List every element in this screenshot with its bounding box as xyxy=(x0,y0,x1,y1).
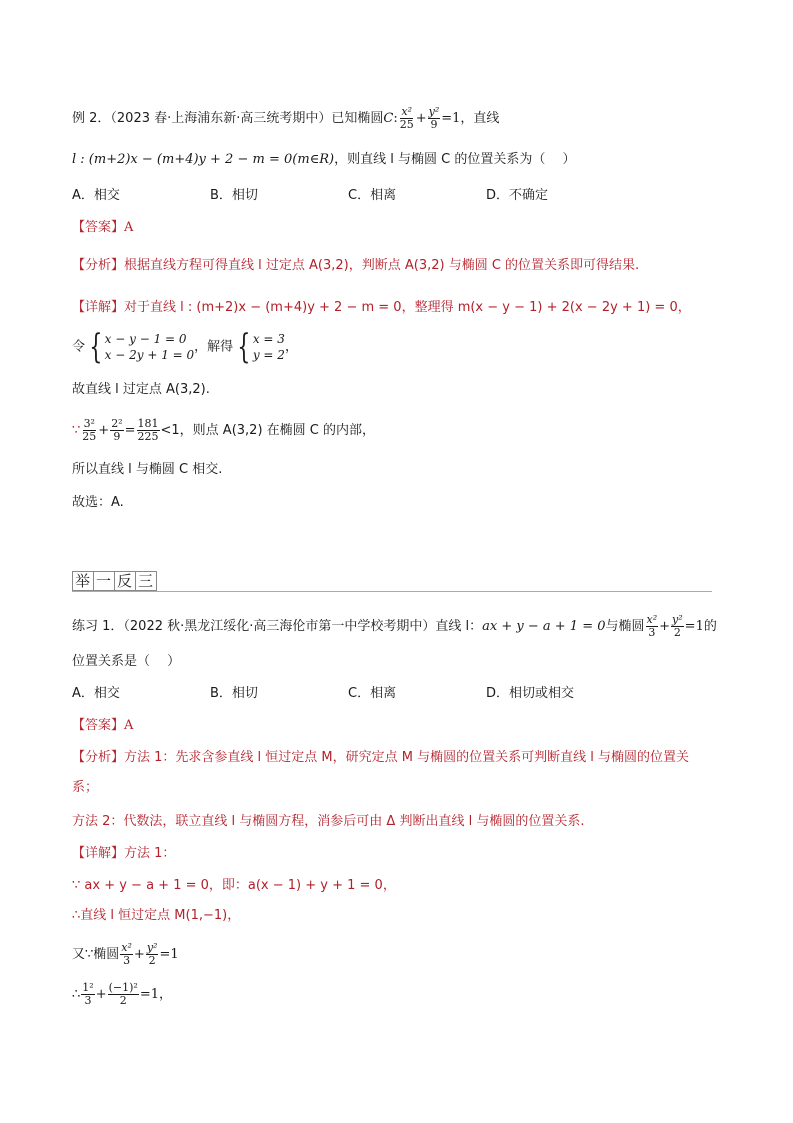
question-tail: ，则直线 l 与椭圆 C 的位置关系为（ ） xyxy=(334,152,576,167)
fraction: $\frac{\text{x²}}{25}$ xyxy=(399,105,414,131)
exercise-1-choices xyxy=(72,684,624,704)
exercise-1-analysis: 【分析】方法 1：先求含参直线 l 恒过定点 M，研究定点 M 与椭圆的位置关系可判断直线 l 与椭圆的位置关 xyxy=(72,750,690,765)
answer-label: 【答案】 xyxy=(72,220,125,235)
example-2-detail xyxy=(72,298,691,318)
example-2-system: 令 { x − y − 1 = 0 x − 2y + 1 = 0 ，解得 { x = 3 y = 2 ， xyxy=(72,327,298,367)
exercise-1-step2: ∴直线 l 恒过定点 M(1,−1)， xyxy=(72,908,241,923)
choice-d: D．相切或相交 xyxy=(486,686,575,701)
example-head: 例 2．（2023 春·上海浦东新·高三统考期中）已知椭圆 xyxy=(72,111,384,126)
choice-a: A．相交 xyxy=(72,686,120,701)
exercise-1-line2: 位置关系是（ ） xyxy=(72,654,181,669)
example-2-line-equation xyxy=(72,150,576,170)
choice-a: A．相交 xyxy=(72,188,120,203)
exercise-1-step4: ∴ $\frac{\text{1²}}{3}$ + $\frac{\text{(−1)²}}{2}$ =1， xyxy=(72,981,172,1007)
example-2-fixed-point: 故直线 l 过定点 A(3,2). xyxy=(72,382,210,397)
section-tag: 举 一 反 三 xyxy=(72,571,156,591)
choice-b: B．相切 xyxy=(210,686,258,701)
answer-value: A xyxy=(124,220,134,235)
ellipse-label: C xyxy=(383,111,394,126)
exercise-1-detail: 【详解】方法 1： xyxy=(72,846,176,861)
example-2-title: 例 2．（2023 春·上海浦东新·高三统考期中）已知椭圆C: $\frac{\text{x²}}{25}$ + $\frac{\text{y²}}{9}$ =1，直线 xyxy=(72,105,500,131)
analysis-text: 根据直线方程可得直线 l 过定点 A(3,2)，判断点 A(3,2) 与椭圆 C 的位置关系即可得结果. xyxy=(124,258,640,273)
exercise-1-answer: 【答案】A xyxy=(72,718,134,733)
section-divider xyxy=(72,591,712,592)
equation-system: { x − y − 1 = 0 x − 2y + 1 = 0 xyxy=(89,327,195,367)
exercise-1-step1: ∵ ax + y − a + 1 = 0，即：a(x − 1) + y + 1 = 0， xyxy=(72,878,396,893)
exercise-1-title: 练习 1．（2022 秋·黑龙江绥化·高三海伦市第一中学校考期中）直线 l：ax + y − a + 1 = 0与椭圆 $\frac{\text{x²}}{3}$ + $\frac{\text{y²}}{2}$ =1的 xyxy=(72,613,717,639)
choice-d: D．不确定 xyxy=(486,188,549,203)
detail-text: 对于直线 l : (m+2)x − (m+4)y + 2 − m = 0，整理得 m(x − y − 1) + 2(x − 2y + 1) = 0， xyxy=(124,300,691,315)
solution-system: { x = 3 y = 2 xyxy=(237,327,285,367)
fraction: $\frac{\text{y²}}{9}$ xyxy=(428,105,440,131)
analysis-label: 【分析】 xyxy=(72,258,125,273)
choice-c: C．相离 xyxy=(348,188,397,203)
equation-tail: =1，直线 xyxy=(441,111,500,126)
example-2-conclusion: 所以直线 l 与椭圆 C 相交. xyxy=(72,462,223,477)
line-equation: l : (m+2)x − (m+4)y + 2 − m = 0(m∈R) xyxy=(72,152,335,167)
choice-c: C．相离 xyxy=(348,686,397,701)
example-2-inequality: ∵ $\frac{\text{3²}}{25}$ + $\frac{\text{2²}}{9}$ = $\frac{181}{225}$ <1，则点 A(3,2) 在椭圆 C 的内部， xyxy=(72,417,375,443)
detail-label: 【详解】 xyxy=(72,300,125,315)
exercise-1-step3: 又∵椭圆 $\frac{\text{x²}}{3}$ + $\frac{\text{y²}}{2}$ =1 xyxy=(72,941,179,967)
example-2-pick: 故选：A. xyxy=(72,495,124,510)
exercise-1-analysis-method2: 方法 2：代数法，联立直线 l 与椭圆方程，消参后可由 Δ 判断出直线 l 与椭圆的位置关系. xyxy=(72,814,585,829)
example-2-choices xyxy=(72,186,624,206)
choice-b: B．相切 xyxy=(210,188,258,203)
exercise-1-analysis-cont: 系； xyxy=(72,780,99,795)
example-2-answer xyxy=(72,218,133,238)
example-2-analysis xyxy=(72,256,639,276)
